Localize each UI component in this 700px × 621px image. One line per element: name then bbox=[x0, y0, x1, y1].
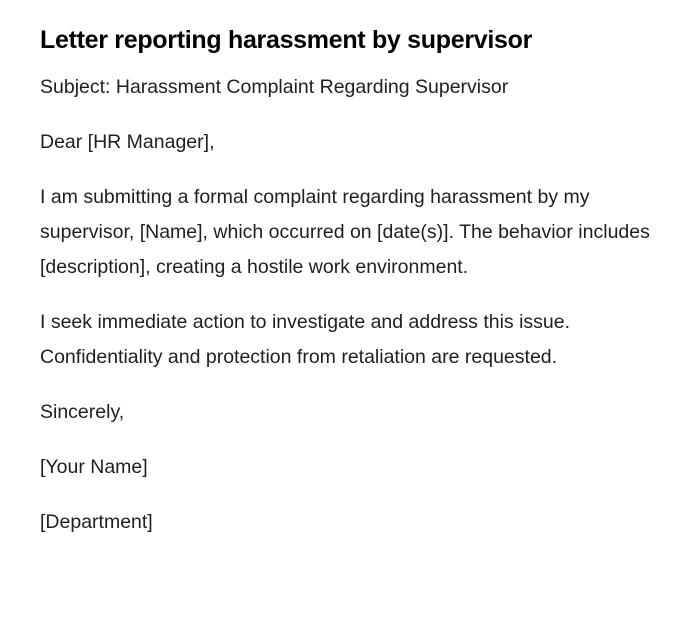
letter-closing: Sincerely, bbox=[40, 401, 125, 423]
page-title: Letter reporting harassment by supervisor bbox=[40, 26, 533, 54]
signature-department: [Department] bbox=[40, 511, 153, 533]
letter-document bbox=[40, 22, 650, 560]
letter-salutation: Dear [HR Manager], bbox=[40, 131, 215, 153]
signature-name: [Your Name] bbox=[40, 456, 148, 478]
letter-subject: Subject: Harassment Complaint Regarding Supervisor bbox=[40, 76, 509, 98]
letter-body-paragraph-1: I am submitting a formal complaint regarding harassment by my supervisor, [Name], which occurred on [date(s)]. The behavior includes [description], creating a hostile work environment. bbox=[40, 186, 650, 278]
letter-body-paragraph-2: I seek immediate action to investigate and address this issue. Confidentiality and protection from retaliation are requested. bbox=[40, 311, 571, 368]
